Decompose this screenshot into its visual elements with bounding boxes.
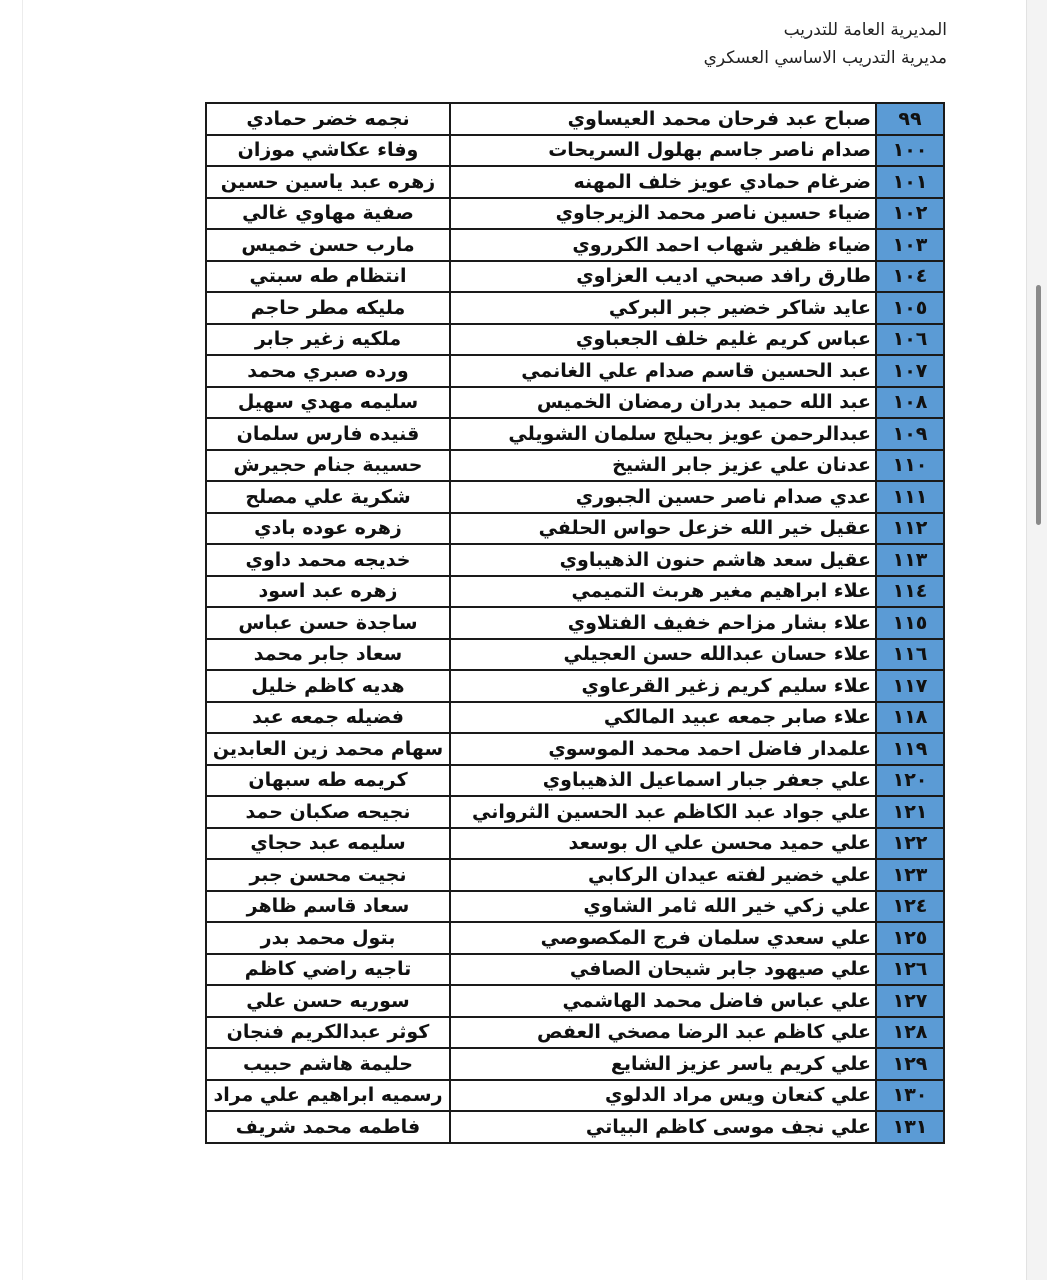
table-row xyxy=(206,513,944,545)
name-cell-secondary: ورده صبري محمد xyxy=(206,355,450,387)
vertical-scrollbar-thumb[interactable] xyxy=(1036,285,1041,525)
name-cell-primary: علاء بشار مزاحم خفيف الفتلاوي xyxy=(450,607,876,639)
table-row xyxy=(206,355,944,387)
name-cell-primary: ضرغام حمادي عويز خلف المهنه xyxy=(450,166,876,198)
row-number-cell: ١٠٢ xyxy=(876,198,944,230)
name-cell-primary: علي حميد محسن علي ال بوسعد xyxy=(450,828,876,860)
table-row xyxy=(206,796,944,828)
name-cell-primary: عدي صدام ناصر حسين الجبوري xyxy=(450,481,876,513)
table-row xyxy=(206,922,944,954)
name-cell-primary: عبدالرحمن عويز بحيلج سلمان الشويلي xyxy=(450,418,876,450)
row-number-cell: ١١٧ xyxy=(876,670,944,702)
document-header xyxy=(704,16,947,72)
row-number-cell: ١١٣ xyxy=(876,544,944,576)
names-table-body xyxy=(206,103,944,1143)
table-row xyxy=(206,891,944,923)
name-cell-secondary: نجمه خضر حمادي xyxy=(206,103,450,135)
name-cell-secondary: نجيت محسن جبر xyxy=(206,859,450,891)
name-cell-secondary: حسيبة جنام حجيرش xyxy=(206,450,450,482)
name-cell-primary: علمدار فاضل احمد محمد الموسوي xyxy=(450,733,876,765)
name-cell-secondary: سعاد جابر محمد xyxy=(206,639,450,671)
table-row xyxy=(206,859,944,891)
name-cell-secondary: وفاء عكاشي موزان xyxy=(206,135,450,167)
vertical-scrollbar-track[interactable] xyxy=(1026,0,1047,1280)
row-number-cell: ١٢٥ xyxy=(876,922,944,954)
name-cell-secondary: تاجيه راضي كاظم xyxy=(206,954,450,986)
row-number-cell: ١٠٣ xyxy=(876,229,944,261)
table-row xyxy=(206,261,944,293)
table-row xyxy=(206,576,944,608)
row-number-cell: ١١٩ xyxy=(876,733,944,765)
name-cell-primary: علي جعفر جبار اسماعيل الذهيباوي xyxy=(450,765,876,797)
name-cell-secondary: سليمه عبد حجاي xyxy=(206,828,450,860)
row-number-cell: ١١٦ xyxy=(876,639,944,671)
table-row xyxy=(206,324,944,356)
name-cell-secondary: سليمه مهدي سهيل xyxy=(206,387,450,419)
name-cell-secondary: خديجه محمد داوي xyxy=(206,544,450,576)
row-number-cell: ١٣١ xyxy=(876,1111,944,1143)
row-number-cell: ١٢٢ xyxy=(876,828,944,860)
name-cell-primary: صدام ناصر جاسم بهلول السريحات xyxy=(450,135,876,167)
name-cell-primary: عقيل خير الله خزعل حواس الحلفي xyxy=(450,513,876,545)
row-number-cell: ١٢٤ xyxy=(876,891,944,923)
table-row xyxy=(206,387,944,419)
table-row xyxy=(206,639,944,671)
name-cell-secondary: مارب حسن خميس xyxy=(206,229,450,261)
name-cell-primary: عدنان علي عزيز جابر الشيخ xyxy=(450,450,876,482)
name-cell-secondary: قنيده فارس سلمان xyxy=(206,418,450,450)
row-number-cell: ١٠٤ xyxy=(876,261,944,293)
header-directorate-general: المديرية العامة للتدريب xyxy=(783,20,947,40)
row-number-cell: ١٢٦ xyxy=(876,954,944,986)
table-row xyxy=(206,1048,944,1080)
table-row xyxy=(206,103,944,135)
name-cell-secondary: بتول محمد بدر xyxy=(206,922,450,954)
name-cell-secondary: نجيحه صكبان حمد xyxy=(206,796,450,828)
name-cell-primary: علي خضير لفته عيدان الركابي xyxy=(450,859,876,891)
name-cell-primary: علي كريم ياسر عزيز الشايع xyxy=(450,1048,876,1080)
name-cell-secondary: شكرية علي مصلح xyxy=(206,481,450,513)
row-number-cell: ١٢٨ xyxy=(876,1017,944,1049)
name-cell-secondary: هديه كاظم خليل xyxy=(206,670,450,702)
table-row xyxy=(206,135,944,167)
row-number-cell: ١٠٧ xyxy=(876,355,944,387)
row-number-cell: ١٢٠ xyxy=(876,765,944,797)
name-cell-primary: علي كاظم عبد الرضا مصخي العفص xyxy=(450,1017,876,1049)
name-cell-secondary: رسميه ابراهيم علي مراد xyxy=(206,1080,450,1112)
table-row xyxy=(206,1111,944,1143)
table-row xyxy=(206,985,944,1017)
row-number-cell: ١٠٨ xyxy=(876,387,944,419)
name-cell-primary: علي زكي خير الله ثامر الشاوي xyxy=(450,891,876,923)
table-row xyxy=(206,702,944,734)
name-cell-primary: عايد شاكر خضير جبر البركي xyxy=(450,292,876,324)
name-cell-primary: علي عباس فاضل محمد الهاشمي xyxy=(450,985,876,1017)
row-number-cell: ١٢٩ xyxy=(876,1048,944,1080)
row-number-cell: ١٠٩ xyxy=(876,418,944,450)
table-row xyxy=(206,1017,944,1049)
row-number-cell: ١٠٥ xyxy=(876,292,944,324)
table-row xyxy=(206,198,944,230)
name-cell-secondary: ملكيه زغير جابر xyxy=(206,324,450,356)
name-cell-primary: عباس كريم غليم خلف الجعباوي xyxy=(450,324,876,356)
name-cell-secondary: مليكه مطر حاجم xyxy=(206,292,450,324)
name-cell-secondary: سعاد قاسم ظاهر xyxy=(206,891,450,923)
table-row xyxy=(206,828,944,860)
table-row xyxy=(206,481,944,513)
name-cell-secondary: زهره عوده بادي xyxy=(206,513,450,545)
table-row xyxy=(206,450,944,482)
name-cell-secondary: صفية مهاوي غالي xyxy=(206,198,450,230)
row-number-cell: ١١٢ xyxy=(876,513,944,545)
name-cell-primary: علاء صابر جمعه عبيد المالكي xyxy=(450,702,876,734)
table-row xyxy=(206,292,944,324)
name-cell-primary: عبد الله حميد بدران رمضان الخميس xyxy=(450,387,876,419)
table-row xyxy=(206,607,944,639)
row-number-cell: ١٠١ xyxy=(876,166,944,198)
name-cell-secondary: فضيله جمعه عبد xyxy=(206,702,450,734)
name-cell-primary: علي كنعان ويس مراد الدلوي xyxy=(450,1080,876,1112)
table-row xyxy=(206,166,944,198)
row-number-cell: ١٢٧ xyxy=(876,985,944,1017)
row-number-cell: ١٢٣ xyxy=(876,859,944,891)
table-row xyxy=(206,954,944,986)
name-cell-primary: علي سعدي سلمان فرج المكصوصي xyxy=(450,922,876,954)
table-row xyxy=(206,733,944,765)
table-row xyxy=(206,544,944,576)
name-cell-primary: علاء ابراهيم مغير هربث التميمي xyxy=(450,576,876,608)
name-cell-primary: طارق رافد صبحي اديب العزاوي xyxy=(450,261,876,293)
table-row xyxy=(206,418,944,450)
page-left-margin xyxy=(0,0,23,1280)
name-cell-secondary: انتظام طه سبتي xyxy=(206,261,450,293)
name-cell-primary: علاء حسان عبدالله حسن العجيلي xyxy=(450,639,876,671)
names-table xyxy=(205,102,945,1144)
name-cell-secondary: فاطمه محمد شريف xyxy=(206,1111,450,1143)
name-cell-primary: علي نجف موسى كاظم البياتي xyxy=(450,1111,876,1143)
table-row xyxy=(206,765,944,797)
row-number-cell: ١٢١ xyxy=(876,796,944,828)
row-number-cell: ١١٤ xyxy=(876,576,944,608)
name-cell-secondary: زهره عبد اسود xyxy=(206,576,450,608)
table-row xyxy=(206,1080,944,1112)
row-number-cell: ٩٩ xyxy=(876,103,944,135)
row-number-cell: ١١٥ xyxy=(876,607,944,639)
name-cell-secondary: كوثر عبدالكريم فنجان xyxy=(206,1017,450,1049)
name-cell-primary: علي صيهود جابر شيحان الصافي xyxy=(450,954,876,986)
row-number-cell: ١٠٦ xyxy=(876,324,944,356)
name-cell-primary: ضياء ظفير شهاب احمد الكرروي xyxy=(450,229,876,261)
row-number-cell: ١٠٠ xyxy=(876,135,944,167)
table-row xyxy=(206,229,944,261)
name-cell-secondary: سهام محمد زين العابدين xyxy=(206,733,450,765)
name-cell-primary: ضياء حسين ناصر محمد الزيرجاوي xyxy=(450,198,876,230)
header-directorate-training: مديرية التدريب الاساسي العسكري xyxy=(703,48,947,68)
name-cell-secondary: كريمه طه سبهان xyxy=(206,765,450,797)
row-number-cell: ١٣٠ xyxy=(876,1080,944,1112)
row-number-cell: ١١٨ xyxy=(876,702,944,734)
name-cell-primary: عقيل سعد هاشم حنون الذهيباوي xyxy=(450,544,876,576)
name-cell-primary: علاء سليم كريم زغير القرعاوي xyxy=(450,670,876,702)
name-cell-secondary: حليمة هاشم حبيب xyxy=(206,1048,450,1080)
name-cell-secondary: زهره عبد ياسين حسين xyxy=(206,166,450,198)
row-number-cell: ١١١ xyxy=(876,481,944,513)
table-row xyxy=(206,670,944,702)
row-number-cell: ١١٠ xyxy=(876,450,944,482)
name-cell-primary: عبد الحسين قاسم صدام علي الغانمي xyxy=(450,355,876,387)
name-cell-primary: صباح عبد فرحان محمد العيساوي xyxy=(450,103,876,135)
name-cell-secondary: سوريه حسن علي xyxy=(206,985,450,1017)
name-cell-secondary: ساجدة حسن عباس xyxy=(206,607,450,639)
name-cell-primary: علي جواد عبد الكاظم عبد الحسين الثرواني xyxy=(450,796,876,828)
